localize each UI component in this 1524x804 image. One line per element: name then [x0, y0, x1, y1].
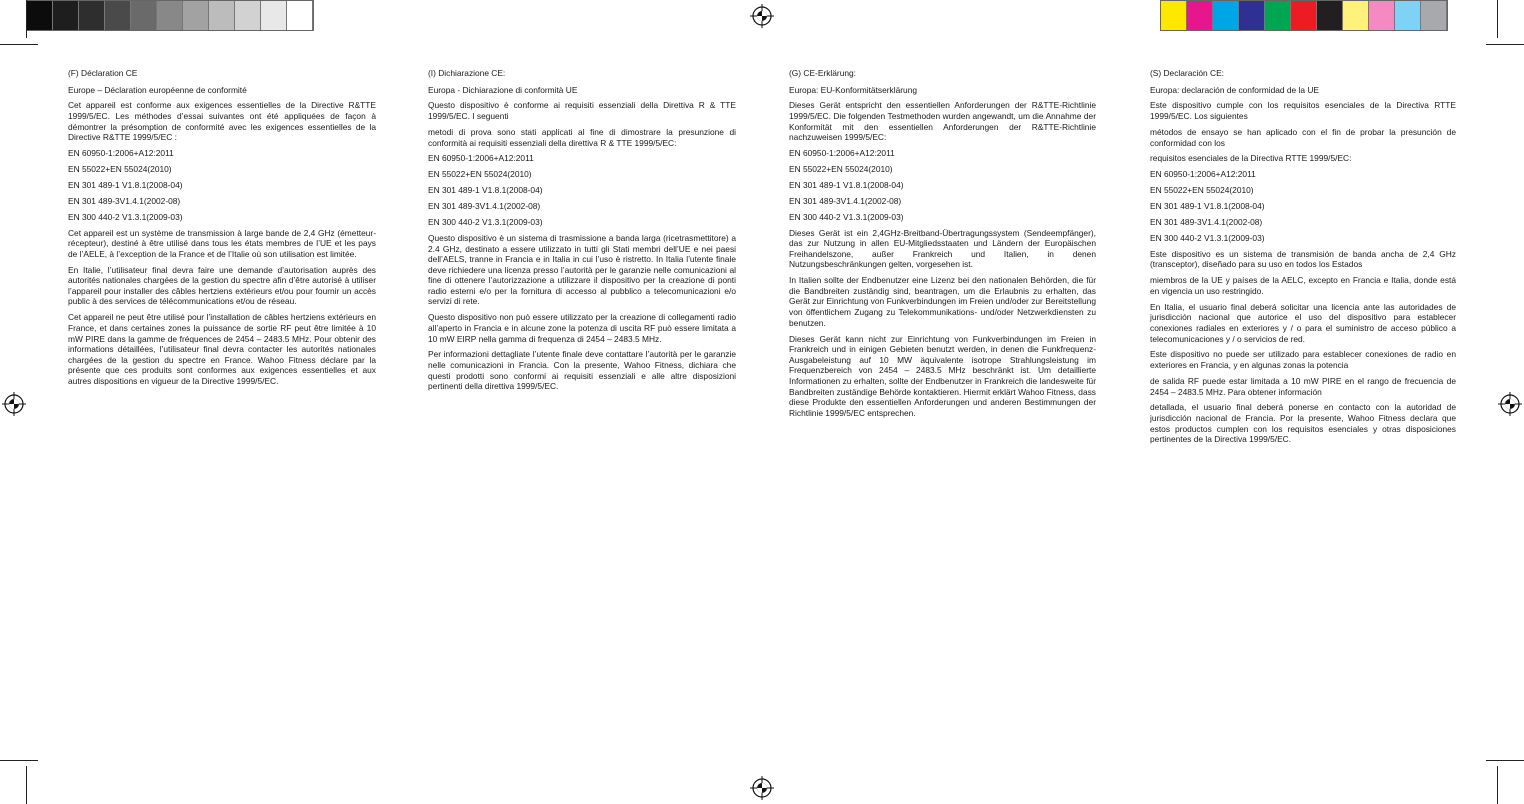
paragraph: EN 55022+EN 55024(2010) — [1150, 185, 1254, 196]
gray-swatch — [157, 1, 183, 30]
registration-mark-bottom — [750, 776, 774, 800]
paragraph: EN 55022+EN 55024(2010) — [789, 164, 893, 175]
registration-mark-top — [750, 4, 774, 28]
crop-mark-top-right-vertical — [1497, 0, 1498, 38]
paragraph: Europa: EU-Konformitätserklärung — [789, 84, 918, 95]
paragraph: EN 60950-1:2006+A12:2011 — [789, 148, 895, 159]
crop-mark-bottom-left-vertical — [26, 766, 27, 804]
paragraph: En Italie, l’utilisateur final devra faire une demande d’autorisation auprès des autorités nationales chargées de la gestion du spectre afin d’être autorisé à utiliser l’appareil pour installer des câbles hertziens extérieurs et/ou pour fournir un accès public à des services de télécommunications et/ou de réseau. — [68, 264, 376, 307]
paragraph: EN 301 489-3V1.4.1(2002-08) — [1150, 217, 1263, 228]
color-swatch — [1213, 1, 1239, 30]
gray-swatch — [53, 1, 79, 30]
paragraph: Cet appareil est un système de transmission à large bande de 2,4 GHz (émetteur-récepteur), destiné à être utilisé dans tous les états membres de l’UE et les pays de l’AELE, à l’exception de la France et de l’Italie où son utilisation est limitée. — [68, 227, 376, 259]
paragraph: Dieses Gerät entspricht den essentiellen Anforderungen der R&TTE-Richtlinie 1999/5/EC. Die folgenden Testmethoden wurden angewandt, um die Annahme der Konformität mit den essentiellen Anforderungen der R&TTE-Richtlinie nachzuweisen 1999/5/EC: — [789, 100, 1096, 143]
gray-swatch — [209, 1, 235, 30]
paragraph: EN 301 489-3V1.4.1(2002-08) — [789, 195, 902, 206]
paragraph: requisitos esenciales de la Directiva RTTE 1999/5/EC: — [1150, 153, 1352, 164]
gray-swatch — [183, 1, 209, 30]
section-heading: (G) CE-Erklärung: — [789, 68, 857, 78]
paragraph: miembros de la UE y países de la AELC, excepto en Francia e Italia, donde está en vigencia un uso restringido. — [1150, 275, 1456, 296]
section-heading: (S) Declaración CE: — [1150, 68, 1225, 78]
gray-swatch — [27, 1, 53, 30]
column-italian — [428, 68, 736, 397]
paragraph: Este dispositivo no puede ser utilizado para establecer conexiones de radio en exteriores en Francia, y en algunas zonas la potencia — [1150, 349, 1456, 371]
paragraph: En Italia, el usuario final deberá solicitar una licencia ante las autoridades de jurisdicción nacional que autorice el uso del dispositivo para establecer conexiones radiales en exteriores y / o para el suministro de acceso público a telecomunicaciones y / o servicios de red. — [1150, 301, 1456, 344]
registration-mark-left — [2, 392, 26, 416]
paragraph: EN 300 440-2 V1.3.1(2009-03) — [1150, 232, 1265, 243]
paragraph: EN 60950-1:2006+A12:2011 — [1150, 169, 1256, 180]
color-swatch — [1291, 1, 1317, 30]
paragraph: In Italien sollte der Endbenutzer eine Lizenz bei den nationalen Behörden, die für die Bandbreiten zuständig sind, beantragen, um die Erlaubnis zu erhalten, das Gerät zur Einrichtung von Funkverbindungen im Freien und/oder zur Bereitstellung von öffentlichem Zugang zu Telekommunikations- und/oder Netzwerkdiensten zu benutzen. — [789, 275, 1096, 328]
paragraph: EN 55022+EN 55024(2010) — [68, 164, 172, 175]
paragraph: EN 301 489-1 V1.8.1(2008-04) — [1150, 201, 1265, 212]
color-swatch — [1343, 1, 1369, 30]
paragraph: detallada, el usuario final deberá ponerse en contacto con la autoridad de jurisdicción nacional de Francia. Por la presente, Wahoo Fitness declara que estos productos cumplen con los requisitos esenciales y otras disposiciones pertinentes de la Directiva 1999/5/EC. — [1150, 402, 1456, 445]
paragraph: Questo dispositivo è un sistema di trasmissione a banda larga (ricetrasmettitore) a 2.4 GHz, destinato a essere utilizzato in tutti gli Stati membri dell’UE e nei paesi dell’AELS, tranne in Francia e in Italia in cui l’uso è ristretto. In Italia l’utente finale deve richiedere una licenza presso l’autorità per le garanzie nelle comunicazioni al fine di ottenere l’autorizzazione a utilizzare il dispositivo per la creazione di ponti radio esterni e/o per la fornitura di accesso al pubblico a telecomunicazioni e/o servizi di rete. — [428, 232, 736, 307]
color-swatch — [1317, 1, 1343, 30]
paragraph: Cet appareil ne peut être utilisé pour l’installation de câbles hertziens extérieurs en France, et dans certaines zones la puissance de sortie RF peut être limitée à 10 mW PIRE dans la gamme de fréquences de 2454 – 2483.5 MHz. Pour obtenir des informations détaillées, l’utilisateur final devra contacter les autorités nationales chargées de la gestion du spectre en France. Wahoo Fitness déclare par la présente que ces produits sont conformes aux exigences essentielles et aux autres dispositions en vigueur de la Directive 1999/5/EC. — [68, 312, 376, 386]
paragraph: EN 300 440-2 V1.3.1(2009-03) — [789, 211, 904, 222]
gray-swatch — [105, 1, 131, 30]
crop-mark-bottom-right-horizontal — [1486, 760, 1524, 761]
paragraph: EN 301 489-1 V1.8.1(2008-04) — [68, 179, 183, 190]
paragraph: EN 300 440-2 V1.3.1(2009-03) — [68, 211, 183, 222]
crop-mark-bottom-right-vertical — [1497, 766, 1498, 804]
color-calibration-bar — [1160, 0, 1448, 31]
crop-mark-top-left-vertical — [26, 0, 27, 38]
paragraph: metodi di prova sono stati applicati al fine di dimostrare la presunzione di conformità ai requisiti essenziali della direttiva R & TTE 1999/5/EC: — [428, 126, 736, 148]
paragraph: Este dispositivo es un sistema de transmisión de banda ancha de 2,4 GHz (transceptor), diseñado para su uso en todos los Estados — [1150, 248, 1456, 270]
gray-swatch — [131, 1, 157, 30]
color-swatch — [1369, 1, 1395, 30]
paragraph: EN 301 489-1 V1.8.1(2008-04) — [428, 185, 543, 196]
paragraph: Questo dispositivo non può essere utilizzato per la creazione di collegamenti radio all’aperto in Francia e in alcune zone la potenza di uscita RF può essere limitata a 10 mW EIRP nella gamma di frequenza di 2454 – 2483.5 MHz. — [428, 312, 736, 344]
crop-mark-top-right-horizontal — [1486, 44, 1524, 45]
paragraph: métodos de ensayo se han aplicado con el fin de probar la presunción de conformidad con los — [1150, 126, 1456, 148]
paragraph: Questo dispositivo è conforme ai requisiti essenziali della Direttiva R & TTE 1999/5/EC. I seguenti — [428, 100, 736, 122]
paragraph: EN 60950-1:2006+A12:2011 — [428, 153, 534, 164]
gray-swatch — [287, 1, 313, 30]
section-heading: (I) Dichiarazione CE: — [428, 68, 506, 78]
gray-swatch — [235, 1, 261, 30]
paragraph: EN 300 440-2 V1.3.1(2009-03) — [428, 217, 543, 228]
crop-mark-bottom-left-horizontal — [0, 760, 38, 761]
color-swatch — [1239, 1, 1265, 30]
paragraph: Dieses Gerät ist ein 2,4GHz-Breitband-Übertragungssystem (Sendeempfänger), das zur Nutzung in allen EU-Mitgliedsstaaten und Ländern der Europäischen Freihandelszone, außer Frankreich und Italien, in denen Nutzungsbeschränkungen gelten, vorgesehen ist. — [789, 227, 1096, 270]
paragraph: EN 55022+EN 55024(2010) — [428, 169, 532, 180]
column-german — [789, 68, 1096, 424]
section-heading: (F) Déclaration CE — [68, 68, 138, 78]
registration-mark-right — [1498, 392, 1522, 416]
paragraph: EN 301 489-3V1.4.1(2002-08) — [428, 201, 541, 212]
paragraph: Europa: declaración de conformidad de la UE — [1150, 84, 1319, 95]
paragraph: Per informazioni dettagliate l’utente finale deve contattare l’autorità per le garanzie nelle comunicazioni in Francia. Con la presente, Wahoo Fitness, dichiara che questi prodotti sono conformi ai requisiti essenziali e alle altre disposizioni pertinenti della direttiva 1999/5/EC. — [428, 349, 736, 392]
gray-calibration-bar — [26, 0, 314, 31]
gray-swatch — [79, 1, 105, 30]
paragraph: Dieses Gerät kann nicht zur Einrichtung von Funkverbindungen im Freien in Frankreich und in einigen Gebieten benutzt werden, in denen die Funkfrequenz-Ausgabeleistung auf 10 MW äquivalente isotrope Strahlungsleistung im Frequenzbereich von 2454 – 2483.5 MHz beschränkt ist. Um detaillierte Informationen zu erhalten, sollte der Endbenutzer in Frankreich die landesweite für Bandbreiten zuständige Behörde kontaktieren. Hiermit erklärt Wahoo Fitness, dass diese Produkte den essentiellen Anforderungen und anderen Bestimmungen der Richtlinie 1999/5/EC entsprechen. — [789, 333, 1096, 418]
color-swatch — [1395, 1, 1421, 30]
paragraph: Europa - Dichiarazione di conformità UE — [428, 84, 578, 95]
paragraph: EN 60950-1:2006+A12:2011 — [68, 148, 174, 159]
column-spanish — [1150, 68, 1456, 450]
color-swatch — [1265, 1, 1291, 30]
color-swatch — [1187, 1, 1213, 30]
crop-mark-top-left-horizontal — [0, 44, 38, 45]
paragraph: Este dispositivo cumple con los requisitos esenciales de la Directiva RTTE 1999/5/EC. Los siguientes — [1150, 100, 1456, 122]
paragraph: EN 301 489-1 V1.8.1(2008-04) — [789, 179, 904, 190]
color-swatch — [1421, 1, 1447, 30]
paragraph: de salida RF puede estar limitada a 10 mW PIRE en el rango de frecuencia de 2454 – 2483.5 MHz. Para obtener información — [1150, 375, 1456, 397]
paragraph: Cet appareil est conforme aux exigences essentielles de la Directive R&TTE 1999/5/EC. Les méthodes d’essai suivantes ont été appliquées de façon à démontrer la présomption de conformité avec les exigences essentielles de la Directive R&TTE 1999/5/EC : — [68, 100, 376, 143]
paragraph: EN 301 489-3V1.4.1(2002-08) — [68, 195, 181, 206]
gray-swatch — [261, 1, 287, 30]
paragraph: Europe – Déclaration européenne de conformité — [68, 84, 247, 95]
color-swatch — [1161, 1, 1187, 30]
column-french — [68, 68, 376, 392]
